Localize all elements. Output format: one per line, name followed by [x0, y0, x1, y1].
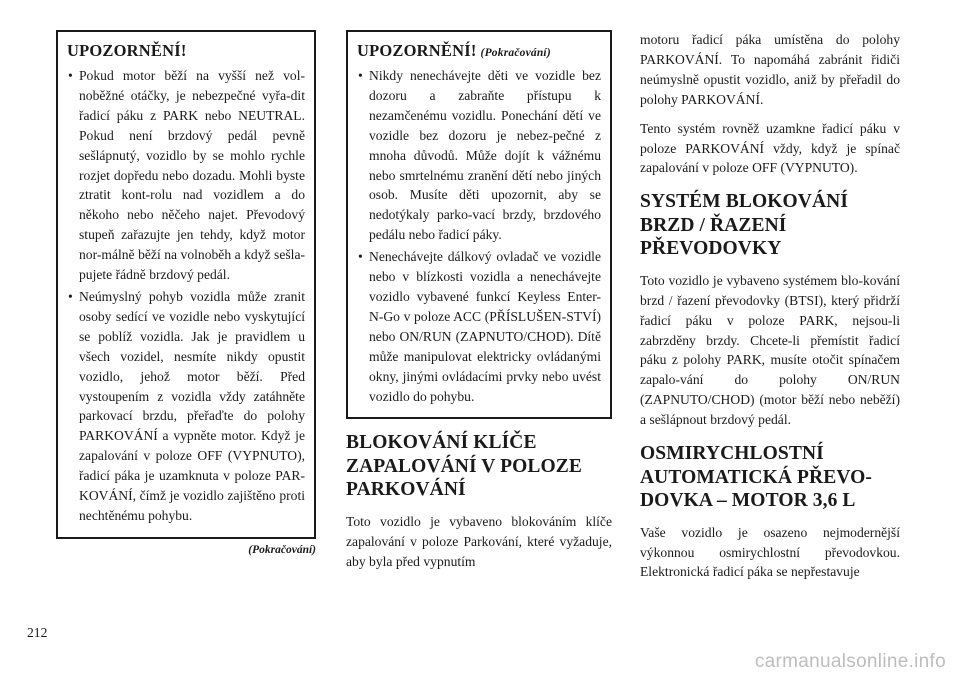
watermark: carmanualsonline.info	[754, 651, 946, 672]
warning-list	[67, 66, 305, 526]
warning-title-text: UPOZORNĚNÍ!	[357, 41, 477, 60]
warning-item: • Neúmyslný pohyb vozidla může zranit osoby sedící ve vozidle nebo vyskytující se poblíž vozidla. Jak je pravidlem u všech vozidel, nesmíte nikdy opustit vozidlo, jehož motor běží. Před vystoupením z vozidla vždy zatáhněte parkovací brzdu, přeřaďte do polohy PARKOVÁNÍ a vypněte motor. Když je zapalování v poloze OFF (VYPNUTO), řadicí páka je uzamknuta v poloze PAR-KOVÁNÍ, čímž je vozidlo zajištěno proti nechtěnému pohybu.	[67, 287, 305, 526]
warning-title: UPOZORNĚNÍ!	[67, 41, 187, 60]
paragraph-btsi: Toto vozidlo je vybaveno systémem blo-kování brzd / řazení převodovky (BTSI), který přidrží řadicí páku v poloze PARK, nejsou-li zabrzděny brzdy. Chcete-li přemístit řadicí páku z polohy PARK, musíte otočit spínačem zapalo-vání do polohy ON/RUN (ZAPNUTO/CHOD) (motor běží nebo neběží) a sešlápnout brzdový pedál.	[640, 272, 900, 428]
column-left	[56, 30, 316, 556]
column-right	[640, 30, 900, 591]
paragraph-8speed: Vaše vozidlo je osazeno nejmodernější výkonnou osmirychlostní převodovkou. Elektronická řadicí páka se nepřestavuje	[640, 524, 900, 580]
continued-label: (Pokračování)	[480, 47, 551, 59]
warning-box	[56, 30, 316, 539]
section-heading: BLOKOVÁNÍ KLÍČE ZAPALOVÁNÍ V POLOZE PARKOVÁNÍ	[346, 432, 582, 501]
warning-item: • Nikdy nenechávejte děti ve vozidle bez dozoru a zabraňte přístupu k nezamčenému vozidlu. Ponechání dětí ve vozidle bez dozoru je nebez-pečné z mnoha důvodů. Může dojít k vážnému nebo smrtelnému zranění dětí nebo jiných osob. Musíte děti upozornit, aby se nedotýkaly parko-vací brzdy, brzdového pedálu nebo řadicí páky.	[357, 66, 601, 245]
warning-box-continued	[346, 30, 612, 419]
section-heading-btsi: SYSTÉM BLOKOVÁNÍ BRZD / ŘAZENÍ PŘEVODOVKY	[640, 191, 849, 260]
section-heading-8speed: OSMIRYCHLOSTNÍ AUTOMATICKÁ PŘEVO-DOVKA – MOTOR 3,6 L	[640, 443, 872, 512]
warning-item: • Pokud motor běží na vyšší než vol-noběžné otáčky, je nebezpečné vyřa-dit řadicí páku z PARK nebo NEUTRAL. Pokud není brzdový pedál pevně sešlápnutý, vozidlo by se mohlo rychle rozjet dopředu nebo dozadu. Mohli byste ztratit kont-rolu nad vozidlem a do někoho nebo něčeho najet. Převodový stupeň zařazujte jen tehdy, když motor nor-málně běží na volnoběh a když sešla-pujete řádně brzdový pedál.	[67, 66, 305, 285]
paragraph-continued: motoru řadicí páka umístěna do polohy PARKOVÁNÍ. To napomáhá zabránit řidiči neúmyslně opustit vozidlo, aniž by přeřadil do polohy PARKOVÁNÍ.	[640, 32, 900, 107]
warning-item: • Nenechávejte dálkový ovladač ve vozidle nebo v blízkosti vozidla a nenechávejte vozidlo vybavené funkcí Keyless Enter-N-Go v poloze ACC (PŘÍSLUŠEN-STVÍ) nebo ON/RUN (ZAPNUTO/CHOD). Dítě může manipulovat elektricky ovládanými okny, jinými ovládacími prvky nebo uvést vozidlo do pohybu.	[357, 247, 601, 406]
warning-title	[357, 41, 601, 61]
page-number: 212	[27, 625, 48, 640]
column-middle	[346, 30, 612, 581]
section-paragraph: Toto vozidlo je vybaveno blokováním klíče zapalování v poloze Parkování, které vyžaduje, aby byla před vypnutím	[346, 513, 612, 569]
paragraph-system: Tento systém rovněž uzamkne řadicí páku v poloze PARKOVÁNÍ vždy, když je spínač zapalování v poloze OFF (VYPNUTO).	[640, 120, 900, 176]
warning-list	[357, 66, 601, 406]
continued-note: (Pokračování)	[248, 543, 316, 556]
